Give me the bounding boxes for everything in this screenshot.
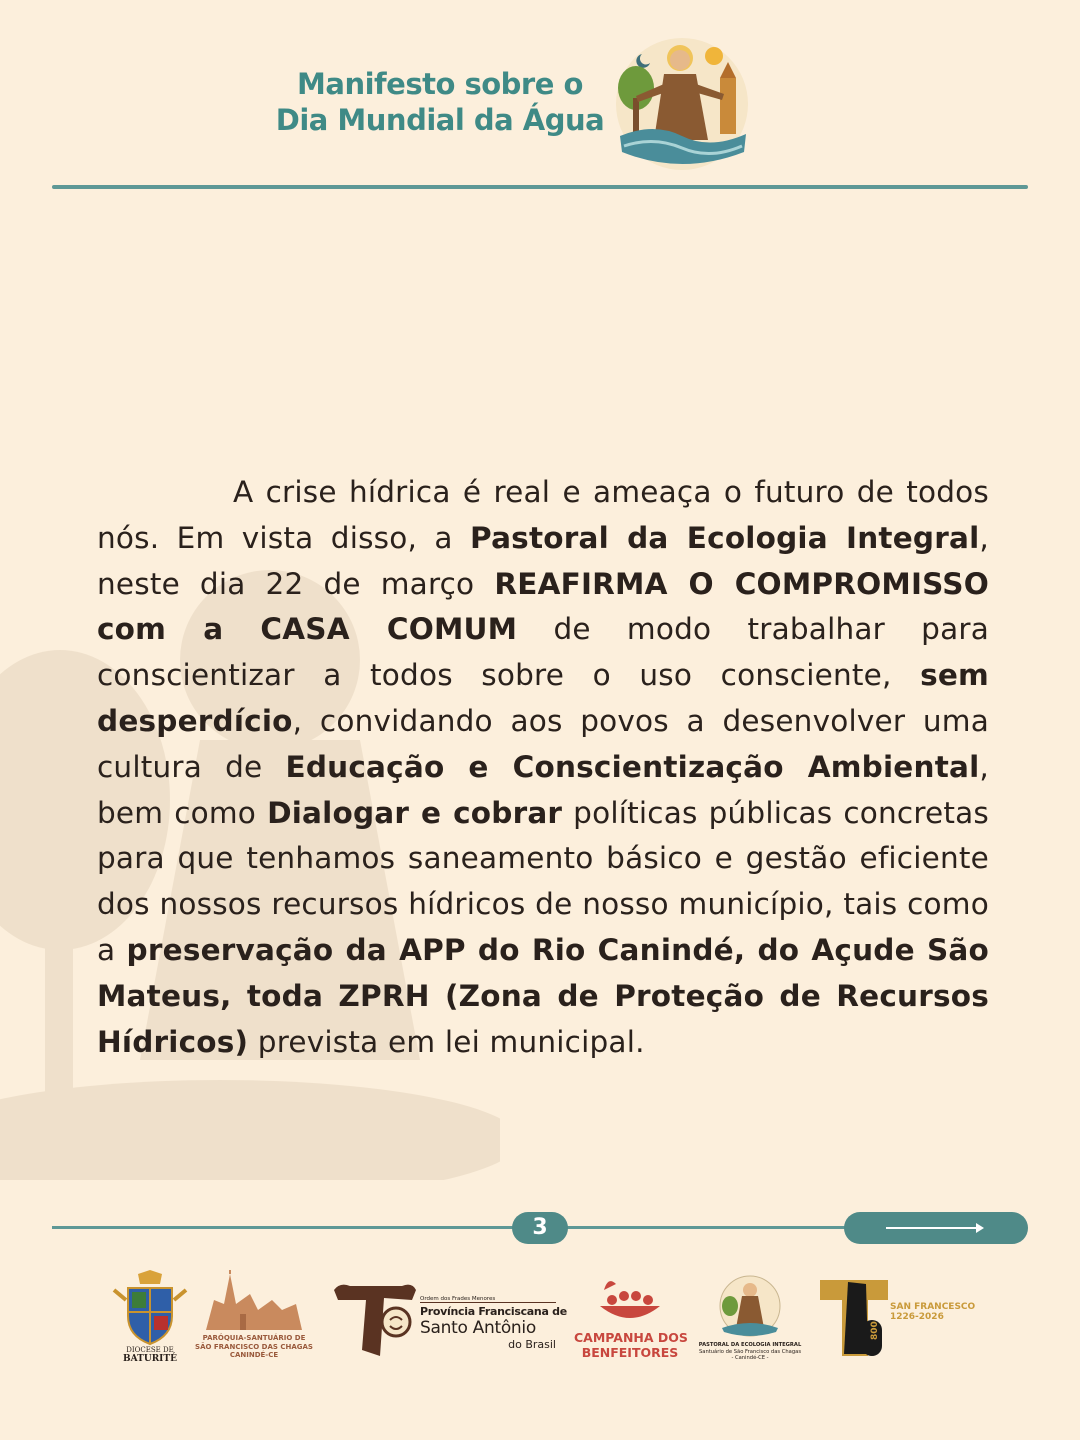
- title-line-1: Manifesto sobre o: [297, 67, 583, 101]
- paroquia-caption: PARÓQUIA-SANTUÁRIO DE SÃO FRANCISCO DAS CHAGAS CANINDÉ-CE: [195, 1334, 313, 1359]
- next-page-button[interactable]: [844, 1212, 1028, 1244]
- paroquia-santuario-logo: [195, 1270, 313, 1359]
- saint-francis-emblem-icon: [614, 36, 750, 172]
- footer-divider: [52, 1226, 852, 1229]
- body-text-segment: políticas públicas concretas para que tenhamos saneamento básico e gestão eficiente dos nossos recursos hídricos de nosso município, tais como a: [97, 795, 989, 967]
- page-title: [240, 66, 640, 138]
- body-text-segment: , convidando aos povos a desenvolver uma cultura de: [97, 703, 989, 784]
- pastoral-emblem-icon: [698, 1270, 802, 1338]
- title-line-2: Dia Mundial da Água: [275, 103, 605, 137]
- pastoral-ecologia-logo: [698, 1270, 802, 1361]
- diocese-baturite-logo: [112, 1270, 188, 1364]
- san-francesco-caption: SAN FRANCESCO 1226-2026: [890, 1302, 976, 1322]
- emphasis-text: Pastoral da Ecologia Integral: [470, 520, 980, 555]
- provincia-franciscana-logo: [332, 1270, 567, 1364]
- campanha-caption: CAMPANHA DOS BENFEITORES: [574, 1330, 688, 1360]
- emphasis-text: Educação e Conscientização Ambiental: [285, 749, 980, 784]
- manifesto-text: [97, 475, 989, 1059]
- body-text-segment: prevista em lei municipal.: [248, 1024, 645, 1059]
- tau-cross-icon: [332, 1270, 418, 1360]
- san-francesco-800-logo: [818, 1270, 976, 1364]
- diocese-crest-icon: [112, 1270, 188, 1346]
- campanha-icon: [578, 1270, 682, 1328]
- san-francesco-tau-icon: [818, 1270, 890, 1360]
- provincia-caption: Ordem dos Frades Menores Província Franciscana de Santo Antônio do Brasil: [420, 1296, 567, 1351]
- badge-800: 800: [870, 1321, 880, 1340]
- basilica-icon: [200, 1270, 308, 1332]
- body-text-segment: , neste dia 22 de março: [97, 520, 989, 601]
- header-divider: [52, 185, 1028, 189]
- emphasis-text: preservação da APP do Rio Canindé, do Açude São Mateus, toda ZPRH (Zona de Proteção de Recursos Hídricos): [97, 932, 990, 1059]
- sponsor-logos: [0, 1270, 1080, 1390]
- campanha-benfeitores-logo: [574, 1270, 688, 1360]
- body-text-segment: A crise hídrica é real e ameaça o futuro de todos nós. Em vista disso, a: [97, 475, 989, 555]
- manifesto-paragraph: [97, 470, 989, 1065]
- arrow-right-icon: [886, 1221, 986, 1235]
- emphasis-text: REAFIRMA O COMPROMISSO com a CASA COMUM: [97, 566, 989, 647]
- pastoral-caption: PASTORAL DA ECOLOGIA INTEGRAL Santuário de São Francisco das Chagas - Canindé-CE -: [698, 1342, 802, 1361]
- page-number-badge: 3: [512, 1212, 568, 1244]
- emphasis-text: Dialogar e cobrar: [267, 795, 563, 830]
- body-text-segment: , bem como: [97, 749, 989, 830]
- body-text-segment: de modo trabalhar para conscientizar a todos sobre o uso consciente,: [97, 612, 989, 693]
- diocese-caption: DIOCESE DE BATURITÉ: [123, 1346, 177, 1364]
- emphasis-text: sem desperdício: [97, 658, 989, 738]
